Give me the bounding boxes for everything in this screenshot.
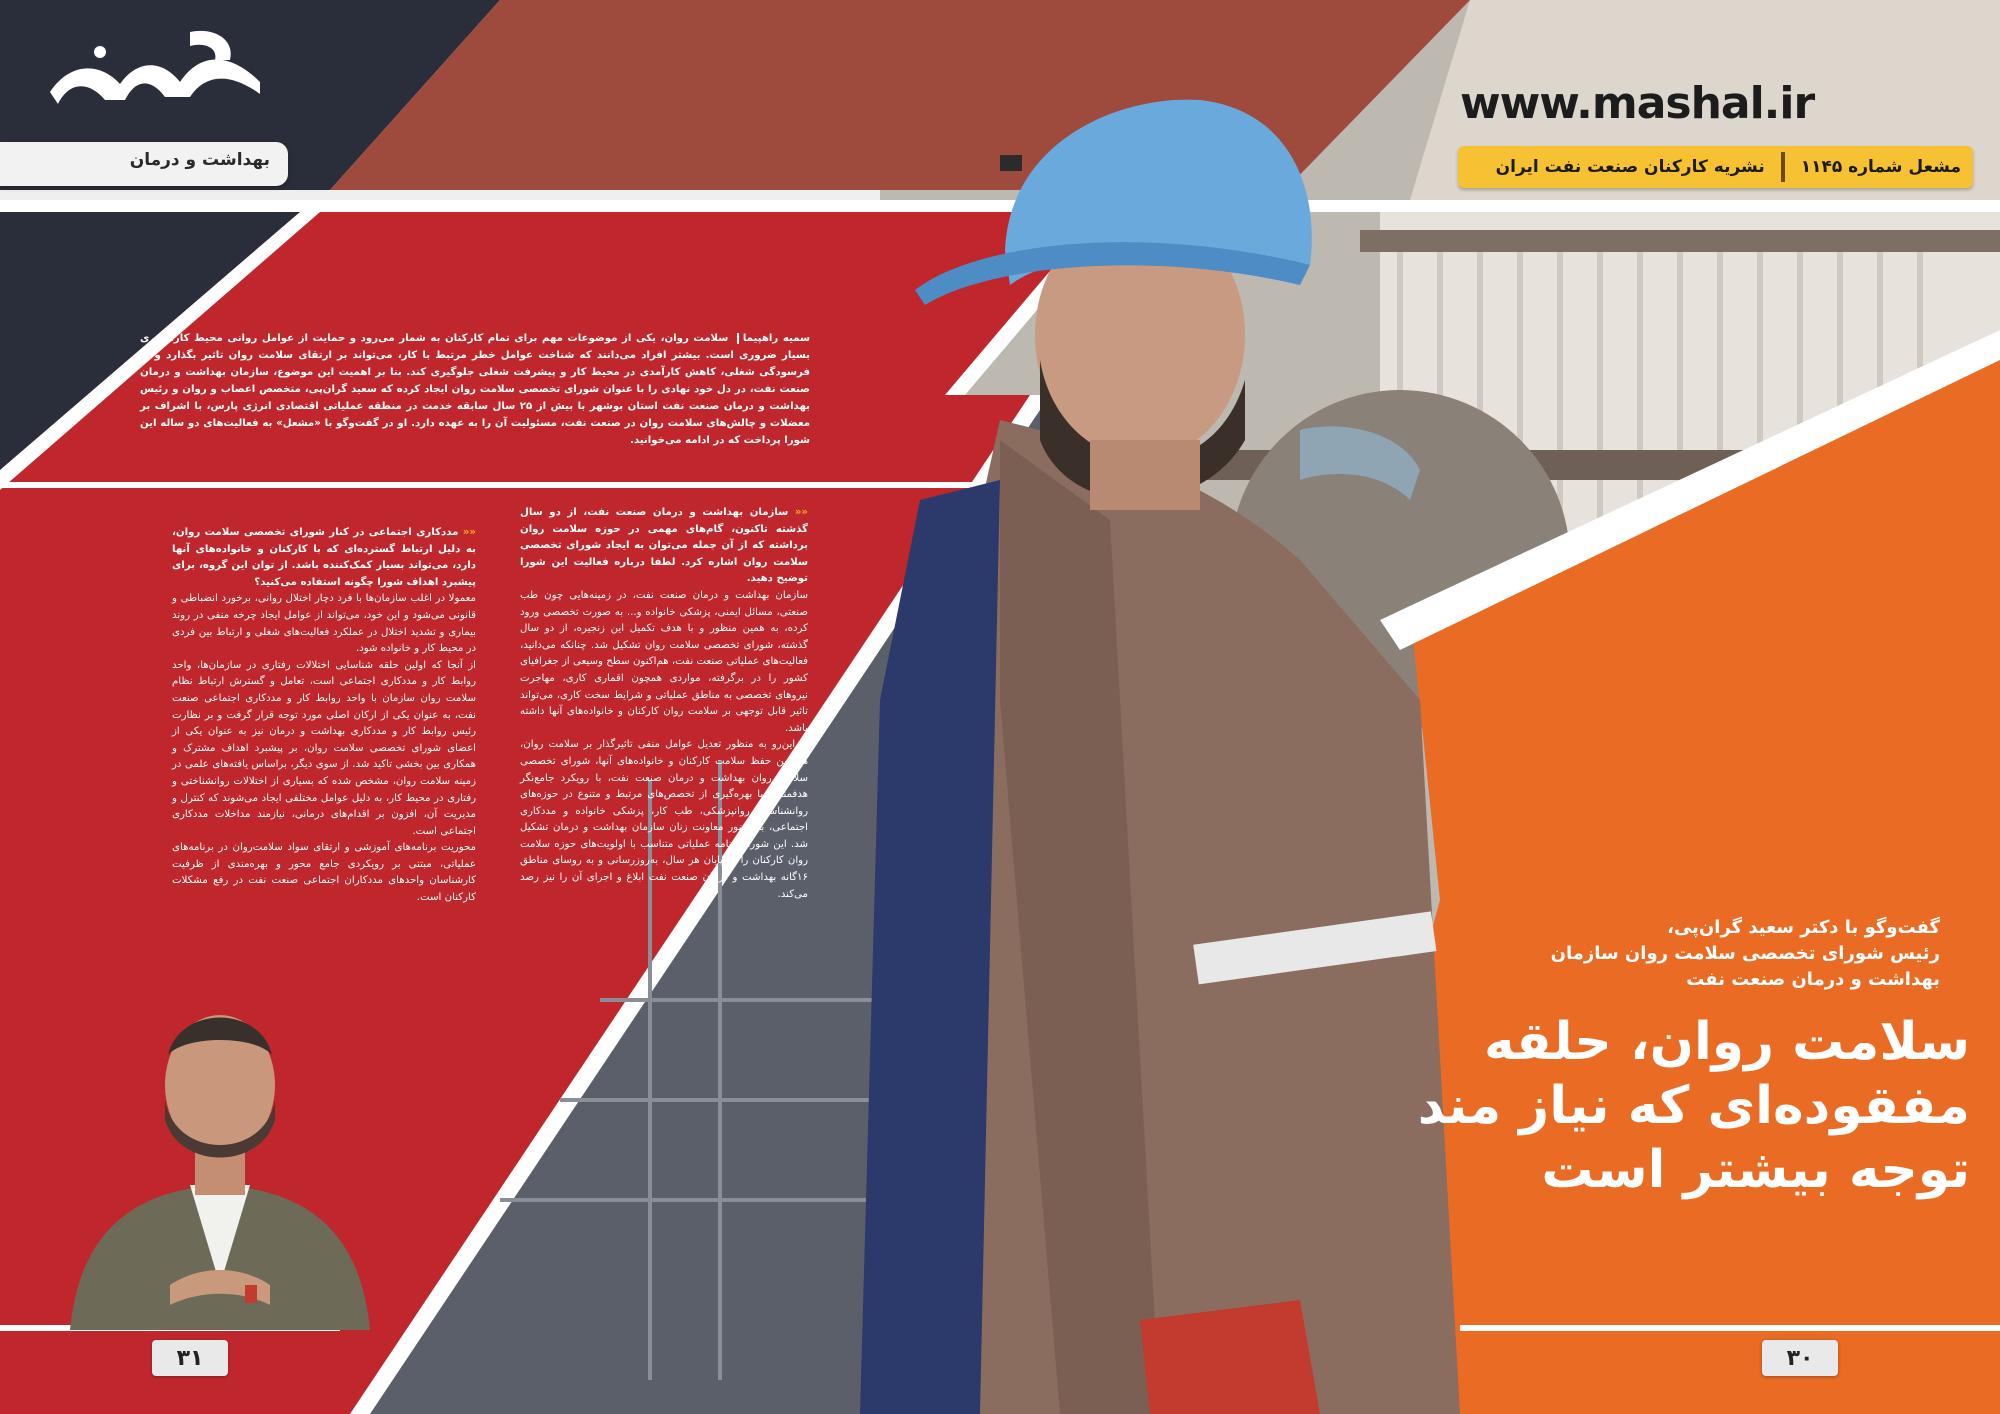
lead-paragraph — [140, 330, 810, 449]
issue-number: مشعل شماره ۱۱۴۵ — [1800, 157, 1961, 177]
lead-text: سلامت روان، یکی از موضوعات مهم برای تمام کارکنان به شمار می‌رود و حمایت از عوامل روانی محیط کار، امری بسیار ضروری است. بیشتر افراد می‌دانند که شناخت عوامل خطر مرتبط با کار، می‌تواند بر ارتقای سلامت روان تاثیر بگذارد و از فرسودگی شغلی، کاهش کارآمدی در محیط کار و پیشرفت شغلی جلوگیری کند. بنا بر اهمیت این موضوع، سازمان بهداشت و درمان صنعت نفت، در دل خود نهادی را با عنوان شورای تخصصی سلامت روان ایجاد کرده که سعید گران‌پی، متخصص اعصاب و روان و رئیس بهداشت و درمان صنعت نفت استان بوشهر با بیش از ۲۵ سال سابقه خدمت در منطقه عملیاتی اقتصادی انرژی پارس، با اشراف بر معضلات و چالش‌های سلامت روان در صنعت نفت، مسئولیت آن را به عهده دارد. او در گفت‌وگو با «مشعل» به فعالیت‌های دو ساله این شورا پرداخت که در ادامه می‌خوانید. — [140, 333, 810, 446]
publication-name: نشریه کارکنان صنعت نفت ایران — [1495, 157, 1765, 177]
title-line-2: مفقوده‌ای که نیاز مند — [1417, 1076, 1970, 1136]
chevron-marker-icon: «« — [458, 527, 476, 538]
answer-2b: از آنجا که اولین حلقه شناسایی اختلالات رفتاری در سازمان‌ها، واحد روابط کار و مددکاری اجتماعی است، تعامل و گسترش ارتباط نظام سلامت روان سازمان با واحد روابط کار و مددکاری اجتماعی صنعت نفت، به عنوان یکی از ارکان اصلی مورد توجه قرار گرفت و بر نظارت رئیس روابط کار و مددکاری بهداشت و درمان نیز به عنوان یکی از اعضای شورای تخصصی سلامت روان، بر پیشبرد اهداف مشترک و همکاری بین بخشی تاکید شد. از سوی دیگر، براساس یافته‌های علمی در زمینه سلامت روان، مشخص شده که بسیاری از اختلالات روانشناختی و رفتاری در محیط کار، به دلیل عوامل مختلفی ایجاد می‌شوند که کنترل و مدیریت آن، افزون بر اقدام‌های درمانی، نیازمند مداخلات مددکاری اجتماعی است. — [172, 659, 476, 837]
section-tab — [0, 142, 288, 186]
brown-header-band — [330, 0, 1470, 190]
issue-divider — [1781, 152, 1785, 182]
article-column-1 — [520, 505, 808, 903]
mashal-logo — [40, 22, 270, 122]
answer-2a: معمولا در اغلب سازمان‌ها با فرد دچار اختلال روانی، برخورد انضباطی و قانونی می‌شود و این خود، می‌تواند از عوامل ایجاد چرخه منفی در روند بیماری و تشدید اختلال در عملکرد فعالیت‌های شغلی و ارتباط بین فردی در محیط کار و خانواده شود. — [172, 593, 476, 655]
question-2: «« مددکاری اجتماعی در کنار شورای تخصصی سلامت روان، به دلیل ارتباط گسترده‌ای که با کارکنان و خانواده‌های آنها دارد، می‌تواند بسیار کمک‌کننده باشد. از توان این گروه، برای پیشبرد اهداف شورا چگونه استفاده می‌کنید؟ — [172, 527, 476, 588]
answer-2c: محوریت برنامه‌های آموزشی و ارتقای سواد سلامت‌روان در برنامه‌های عملیاتی، مبتنی بر رویکردی جامع محور و بهره‌مندی از ظرفیت کارشناسان واحدهای مددکاران اجتماعی صنعت نفت در رفع مشکلات کارکنان است. — [172, 842, 476, 904]
site-url[interactable]: www.mashal.ir — [1460, 78, 1815, 129]
headline-kicker — [1330, 915, 1940, 993]
lead-separator — [0, 482, 1040, 488]
kicker-line-3: بهداشت و درمان صنعت نفت — [1686, 969, 1940, 990]
kicker-line-1: گفت‌وگو با دکتر سعید گران‌پی، — [1667, 917, 1940, 938]
portrait-photo — [60, 985, 380, 1330]
chevron-marker-icon: «« — [788, 507, 808, 518]
article-column-2 — [172, 525, 476, 907]
header-rule — [0, 200, 2000, 212]
section-label: بهداشت و درمان — [129, 150, 270, 170]
page-number-right: ۳۰ — [1762, 1340, 1838, 1376]
page-strip-right — [1460, 1325, 2000, 1331]
answer-1a: سازمان بهداشت و درمان صنعت نفت، در زمینه‌هایی چون طب صنعتی، مسائل ایمنی، پزشکی خانواده و... به صورت تخصصی ورود کرده، به همین منظور و با هدف تکمیل این زنجیره، از دو سال گذشته، شورای تخصصی سلامت روان تشکیل شد. چنانکه می‌دانید، فعالیت‌های عملیاتی صنعت نفت، هم‌اکنون سطح وسیعی از جغرافیای کشور را در برگرفته، مواردی همچون اقماری کاری، مهاجرت نیروهای تخصصی به مناطق عملیاتی و شرایط سخت کاری، می‌تواند تاثیر قابل توجهی بر سلامت روان کارکنان و خانواده‌های آنها داشته باشد. — [520, 589, 808, 734]
title-line-1: سلامت روان، حلقه — [1484, 1012, 1970, 1072]
kicker-line-2: رئیس شورای تخصصی سلامت روان سازمان — [1550, 943, 1940, 964]
answer-1b: از این‌رو به منظور تعدیل عوامل منفی تاثیرگذار بر سلامت روان، همچنین حفظ سلامت کارکنان و خانواده‌های آنها، شورای تخصصی سلامت روان بهداشت و درمان صنعت نفت، با رویکرد جامع‌نگر هدفمند و با بهره‌گیری از تخصص‌های مرتبط و متنوع در حوزه‌های روانشناسی، روانپزشکی، طب کار، پزشکی خانواده و مددکاری اجتماعی، با حضور معاونت زنان سازمان بهداشت و درمان تشکیل شد. این شورا، برنامه عملیاتی متناسب با اولویت‌های حوزه سلامت روان کارکنان را در پایان هر سال، به‌روزرسانی و به روسای مناطق ۱۶گانه بهداشت و درمان صنعت نفت ابلاغ و اجرای آن را نیز رصد می‌کند. — [520, 739, 808, 900]
headline-title — [1410, 1010, 1970, 1202]
page-number-left: ۳۱ — [152, 1340, 228, 1376]
byline: سمیه راهپیما — [737, 333, 810, 344]
question-1: «« سازمان بهداشت و درمان صنعت نفت، از دو سال گذشته تاکنون، گام‌های مهمی در حوزه سلامت روان برداشته که از آن جمله می‌توان به ایجاد شورای تخصصی سلامت روان اشاره کرد. لطفا درباره فعالیت این شورا توضیح دهید. — [520, 507, 808, 585]
issue-bar — [1458, 146, 1973, 188]
title-line-3: توجه بیشتر است — [1541, 1140, 1970, 1200]
